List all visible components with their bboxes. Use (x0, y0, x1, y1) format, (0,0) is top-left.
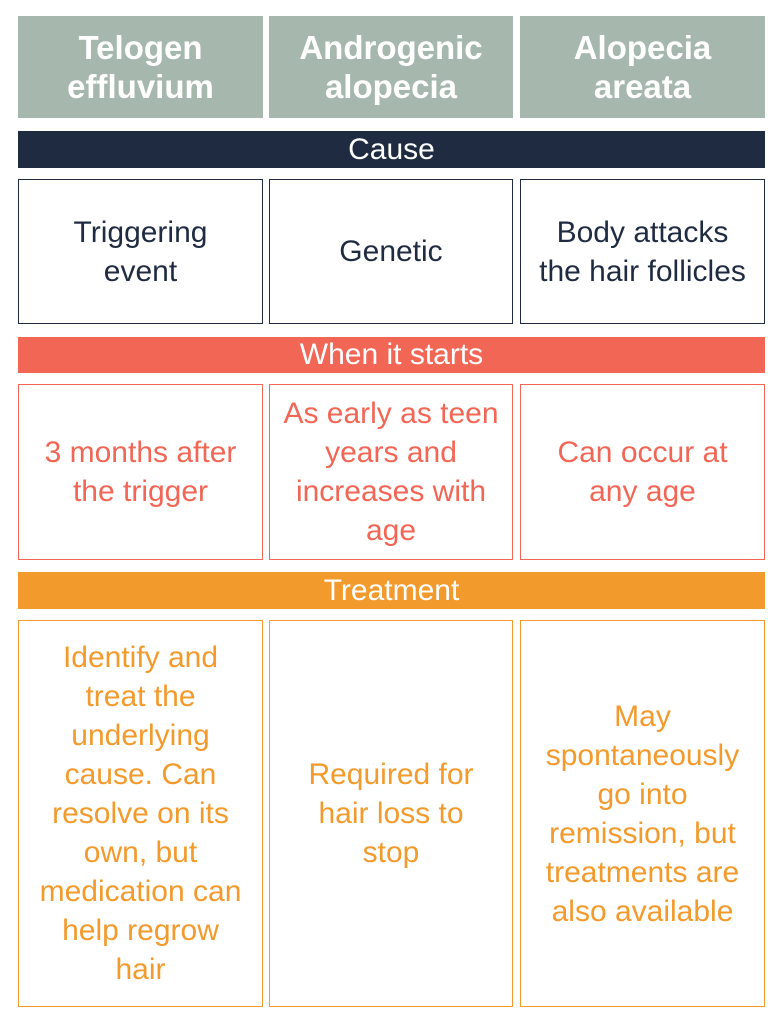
cell-text: Triggering event (73, 215, 208, 288)
cell-text: Body attacks the hair follicles (539, 215, 746, 288)
section-bar-treatment (18, 572, 765, 609)
column-header-telogen-effluvium (18, 16, 263, 118)
column-header-label: Alopecia areata (573, 29, 712, 105)
when-cell-telogen (18, 384, 263, 560)
cell-text: Identify and treat the underlying cause. Can resolve on its own, but medication can help regrow hair (39, 641, 242, 986)
section-title: Treatment (323, 573, 460, 607)
cell-text: May spontaneously go into remission, but treatments are also available (545, 699, 740, 928)
column-header-alopecia-areata (520, 16, 765, 118)
column-header-label: Telogen effluvium (67, 29, 214, 105)
when-cell-areata (520, 384, 765, 560)
cell-text: As early as teen years and increases with age (283, 397, 499, 547)
cell-text: Genetic (339, 235, 443, 268)
treatment-cell-telogen (18, 620, 263, 1007)
cause-cell-androgenic (269, 179, 513, 324)
cause-cell-telogen (18, 179, 263, 324)
section-bar-when-it-starts (18, 337, 765, 373)
column-header-label: Androgenic alopecia (299, 29, 483, 105)
column-header-androgenic-alopecia (269, 16, 513, 118)
cell-text: Can occur at any age (557, 436, 728, 508)
cause-cell-areata (520, 179, 765, 324)
treatment-cell-androgenic (269, 620, 513, 1007)
when-cell-androgenic (269, 384, 513, 560)
section-title: Cause (348, 132, 435, 166)
cell-text: 3 months after the trigger (44, 436, 237, 508)
cell-text: Required for hair loss to stop (308, 758, 474, 869)
treatment-cell-areata (520, 620, 765, 1007)
section-title: When it starts (299, 338, 484, 371)
section-bar-cause (18, 131, 765, 168)
